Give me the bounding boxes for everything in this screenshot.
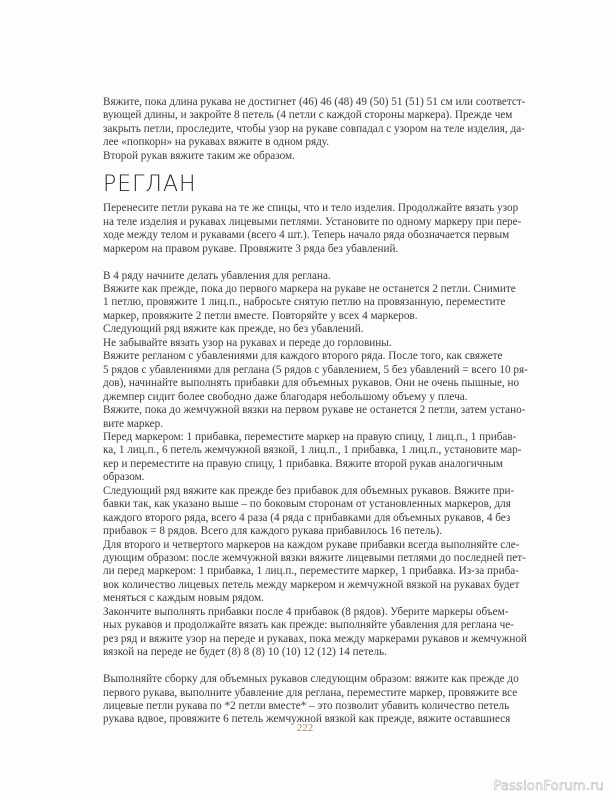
- text-line: рез ряд и вяжите узор на переде и рукавах, пока между маркерами рукавов и жемчужной: [103, 632, 527, 645]
- page-number: 222: [296, 722, 314, 734]
- text-line: ходе между телом и рукавами (всего 4 шт.). Теперь начало ряда обозначается первым: [103, 229, 510, 242]
- watermark: PassionForum.ru: [493, 779, 604, 794]
- text-line: меняться с каждым новым рядом.: [103, 592, 264, 605]
- text-line: Не забывайте вязать узор на рукавах и переде до горловины.: [103, 336, 392, 349]
- text-line: рукава вдвое, провяжите 6 петель жемчужной вязкой как прежде, вяжите оставшиеся: [103, 713, 511, 726]
- text-line: маркер, провяжите 2 петли вместе. Повторяйте у всех 4 маркеров.: [103, 309, 418, 322]
- text-line: кер и переместите на правую спицу, 1 прибавка. Вяжите второй рукав аналогичным: [103, 457, 503, 470]
- text-line: прибавок = 8 рядов. Всего для каждого рукава прибавилось 16 петель).: [103, 525, 443, 538]
- text-line: Вяжите как прежде, пока до первого маркера на рукаве не останется 2 петли. Снимите: [103, 282, 516, 295]
- text-line: закрыть петли, проследите, чтобы узор на рукаве совпадал с узором на теле изделия, да-: [103, 122, 525, 135]
- text-line: вующей длины, и закройте 8 петель (4 петли с каждой стороны маркера). Прежде чем: [103, 109, 513, 122]
- text-line: Следующий ряд вяжите как прежде без прибавок для объемных рукавов. Вяжите при-: [103, 484, 515, 497]
- text-line: ных рукавов и продолжайте вязать как прежде: выполняйте убавления для реглана че-: [103, 619, 514, 632]
- text-line: каждого второго ряда, всего 4 раза (4 ряда с прибавками для объемных рукавов, 4 без: [103, 511, 511, 524]
- text-line: образом.: [103, 471, 145, 484]
- text-line: бавки так, как указано выше – по боковым сторонам от установленных маркеров, для: [103, 498, 511, 511]
- page-body: [103, 96, 573, 727]
- text-line: Перед маркером: 1 прибавка, переместите маркер на правую спицу, 1 лиц.п., 1 прибав-: [103, 430, 517, 443]
- gathering-paragraph: [103, 673, 573, 727]
- text-line: Перенесите петли рукава на те же спицы, что и тело изделия. Продолжайте вязать узор: [103, 202, 519, 215]
- text-line: вязкой на переде не будет (8) 8 (8) 10 (10) 12 (12) 14 петель.: [103, 646, 387, 659]
- paragraph-gap: [103, 660, 573, 673]
- text-line: на теле изделия и рукавах лицевыми петлями. Установите по одному маркеру при пере-: [103, 215, 522, 228]
- text-line: Вяжите регланом с убавлениями для каждого второго ряда. После того, как свяжете: [103, 350, 503, 363]
- text-line: первого рукава, выполните убавление для реглана, переместите маркер, провяжите все: [103, 686, 518, 699]
- text-line: Следующий ряд вяжите как прежде, но без убавлений.: [103, 323, 364, 336]
- text-line: ли перед маркером: 1 прибавка, 1 лиц.п., переместите маркер, 1 прибавка. Из-за приба-: [103, 565, 519, 578]
- paragraph-gap: [103, 256, 573, 269]
- text-line: лее «попкорн» на рукавах вяжите в одном ряду.: [103, 136, 330, 149]
- text-line: дующим образом: после жемчужной вязки вяжите лицевыми петлями до последней пет-: [103, 552, 526, 565]
- intro-paragraph: [103, 96, 573, 163]
- text-line: ка, 1 лиц.п., 6 петель жемчужной вязкой, 1 лиц.п., 1 прибавка, 1 лиц.п., установите мар-: [103, 444, 522, 457]
- text-line: вите маркер.: [103, 417, 163, 430]
- text-line: дов), начинайте выполнять прибавки для объемных рукавов. Они не очень пышные, но: [103, 377, 520, 390]
- text-line: маркером на правом рукаве. Провяжите 3 ряда без убавлений.: [103, 242, 399, 255]
- text-line: Выполняйте сборку для объемных рукавов следующим образом: вяжите как прежде до: [103, 673, 519, 686]
- text-line: 5 рядов с убавлениями для реглана (5 рядов с убавлением, 5 без убавлений = всего 10 ря-: [103, 363, 528, 376]
- text-line: Для второго и четвертого маркеров на каждом рукаве прибавки всегда выполняйте сле-: [103, 538, 520, 551]
- text-line: вок количество лицевых петель между маркером и жемчужной вязкой на рукавах будет: [103, 578, 520, 591]
- transfer-paragraph: [103, 202, 573, 256]
- text-line: Вяжите, пока длина рукава не достигнет (46) 46 (48) 49 (50) 51 (51) 51 см или соответст-: [103, 96, 526, 108]
- raglan-instructions-paragraph: [103, 270, 573, 660]
- text-line: В 4 ряду начните делать убавления для реглана.: [103, 269, 331, 282]
- text-line: Второй рукав вяжите таким же образом.: [103, 149, 295, 162]
- text-line: Закончите выполнять прибавки после 4 прибавок (8 рядов). Уберите маркеры объем-: [103, 605, 509, 618]
- text-line: 1 петлю, провяжите 1 лиц.п., набросьте снятую петлю на провязанную, переместите: [103, 296, 506, 309]
- text-line: джемпер сидит более свободно даже благодаря небольшому объему у плеча.: [103, 390, 468, 403]
- text-line: лицевые петли рукава по *2 петли вместе* – это позволит убавить количество петель: [103, 700, 510, 712]
- section-heading: РЕГЛАН: [103, 172, 197, 198]
- text-line: Вяжите, пока до жемчужной вязки на первом рукаве не останется 2 петли, затем устано-: [103, 404, 526, 417]
